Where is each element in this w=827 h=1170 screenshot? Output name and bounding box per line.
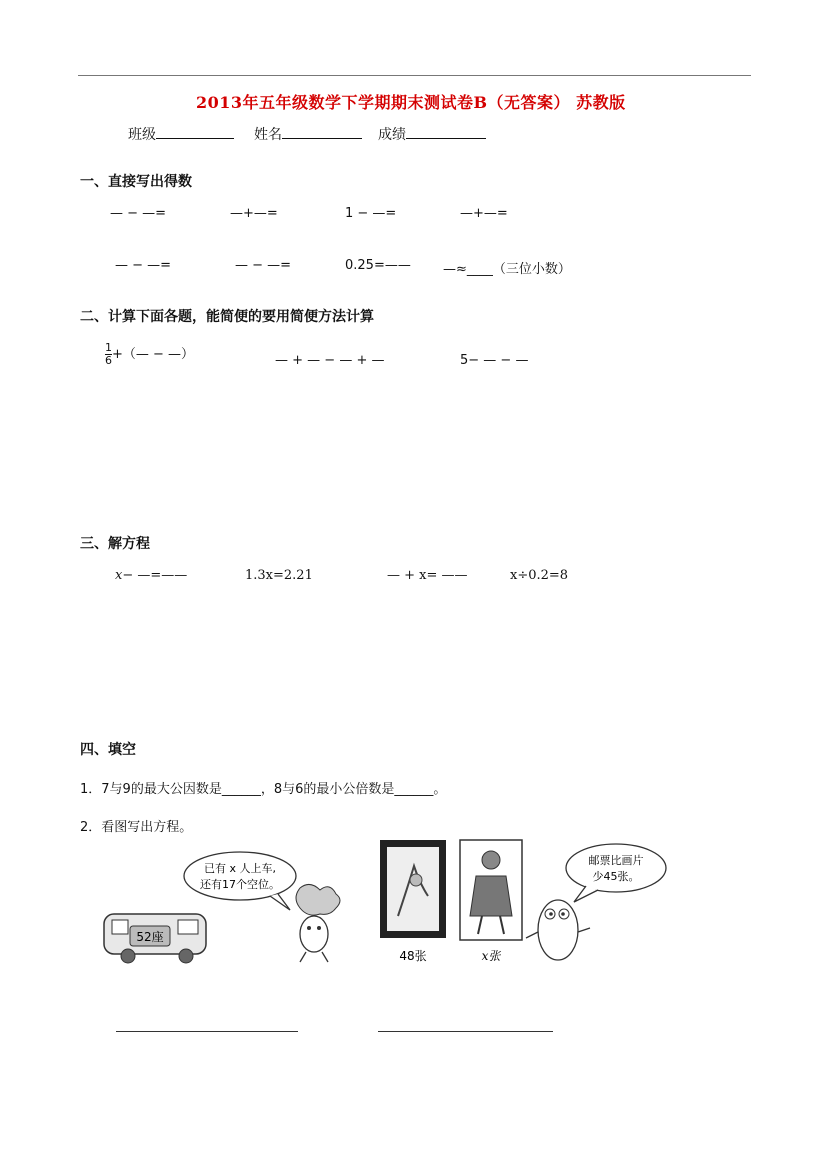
- section4-heading: 四、填空: [80, 742, 136, 758]
- cartoon-character-icon: [526, 900, 590, 960]
- bubble2-line2: 少45张。: [592, 870, 640, 883]
- fraction: [105, 342, 112, 367]
- s4-question1: 1．7与9的最大公因数是______，8与6的最小公倍数是______。: [80, 782, 447, 797]
- s1-item: — − —=: [235, 258, 292, 273]
- class-label: 班级: [128, 127, 156, 143]
- stamp-picture: [378, 836, 678, 966]
- answer-line-1: [116, 1031, 298, 1032]
- bubble1-line1: 已有 x 人上车,: [204, 862, 276, 875]
- denominator: 6: [105, 354, 112, 367]
- bus-picture: [100, 848, 350, 968]
- s1-item: —+—=: [230, 206, 278, 221]
- score-label: 成绩: [378, 127, 406, 143]
- stamp-icon: [380, 840, 446, 938]
- s3-eq4: x÷0.2=8: [510, 568, 569, 583]
- card-caption: x张: [481, 949, 501, 963]
- section2-heading: 二、计算下面各题，能简便的要用简便方法计算: [80, 309, 374, 325]
- score-field: [378, 124, 486, 144]
- s1-item: — − —=: [110, 206, 167, 221]
- picture-card-icon: [460, 840, 522, 940]
- cartoon-character-icon: [296, 884, 340, 962]
- s4-question2: 2．看图写出方程。: [80, 820, 193, 835]
- top-rule: [78, 75, 751, 76]
- s3-eq1: x− —=——: [115, 568, 188, 583]
- section3-heading: 三、解方程: [80, 536, 150, 552]
- s3-eq2: 1.3x=2.21: [245, 568, 313, 583]
- speech-bubble: [184, 852, 296, 900]
- s2-expr1: [105, 342, 194, 367]
- class-field: [128, 124, 234, 144]
- name-blank: [282, 124, 362, 139]
- score-blank: [406, 124, 486, 139]
- class-blank: [156, 124, 234, 139]
- s2-expr2: — + — − — + —: [275, 353, 385, 368]
- section1-heading: 一、直接写出得数: [80, 174, 192, 190]
- expr-rest: +（— − —）: [112, 347, 195, 362]
- speech-bubble: [566, 844, 666, 892]
- s1-item: 1 − —=: [345, 206, 397, 221]
- s1-item: —+—=: [460, 206, 508, 221]
- name-field: [254, 124, 362, 144]
- s2-expr3: 5− — − —: [460, 353, 529, 368]
- name-label: 姓名: [254, 127, 282, 143]
- s1-item: — − —=: [115, 258, 172, 273]
- answer-line-2: [378, 1031, 553, 1032]
- page-title: 2013年五年级数学下学期期末测试卷B（无答案） 苏教版: [196, 93, 626, 112]
- stamp-caption: 48张: [399, 949, 427, 963]
- numerator: 1: [105, 341, 112, 354]
- s1-item: 0.25=——: [345, 258, 411, 273]
- s1-item: —≈____（三位小数）: [443, 262, 571, 277]
- bubble2-line1: 邮票比画片: [588, 854, 644, 867]
- bubble1-line2: 还有17个空位。: [200, 878, 280, 891]
- bus-label: 52座: [136, 930, 164, 944]
- s3-eq3: — + x= ——: [387, 568, 468, 583]
